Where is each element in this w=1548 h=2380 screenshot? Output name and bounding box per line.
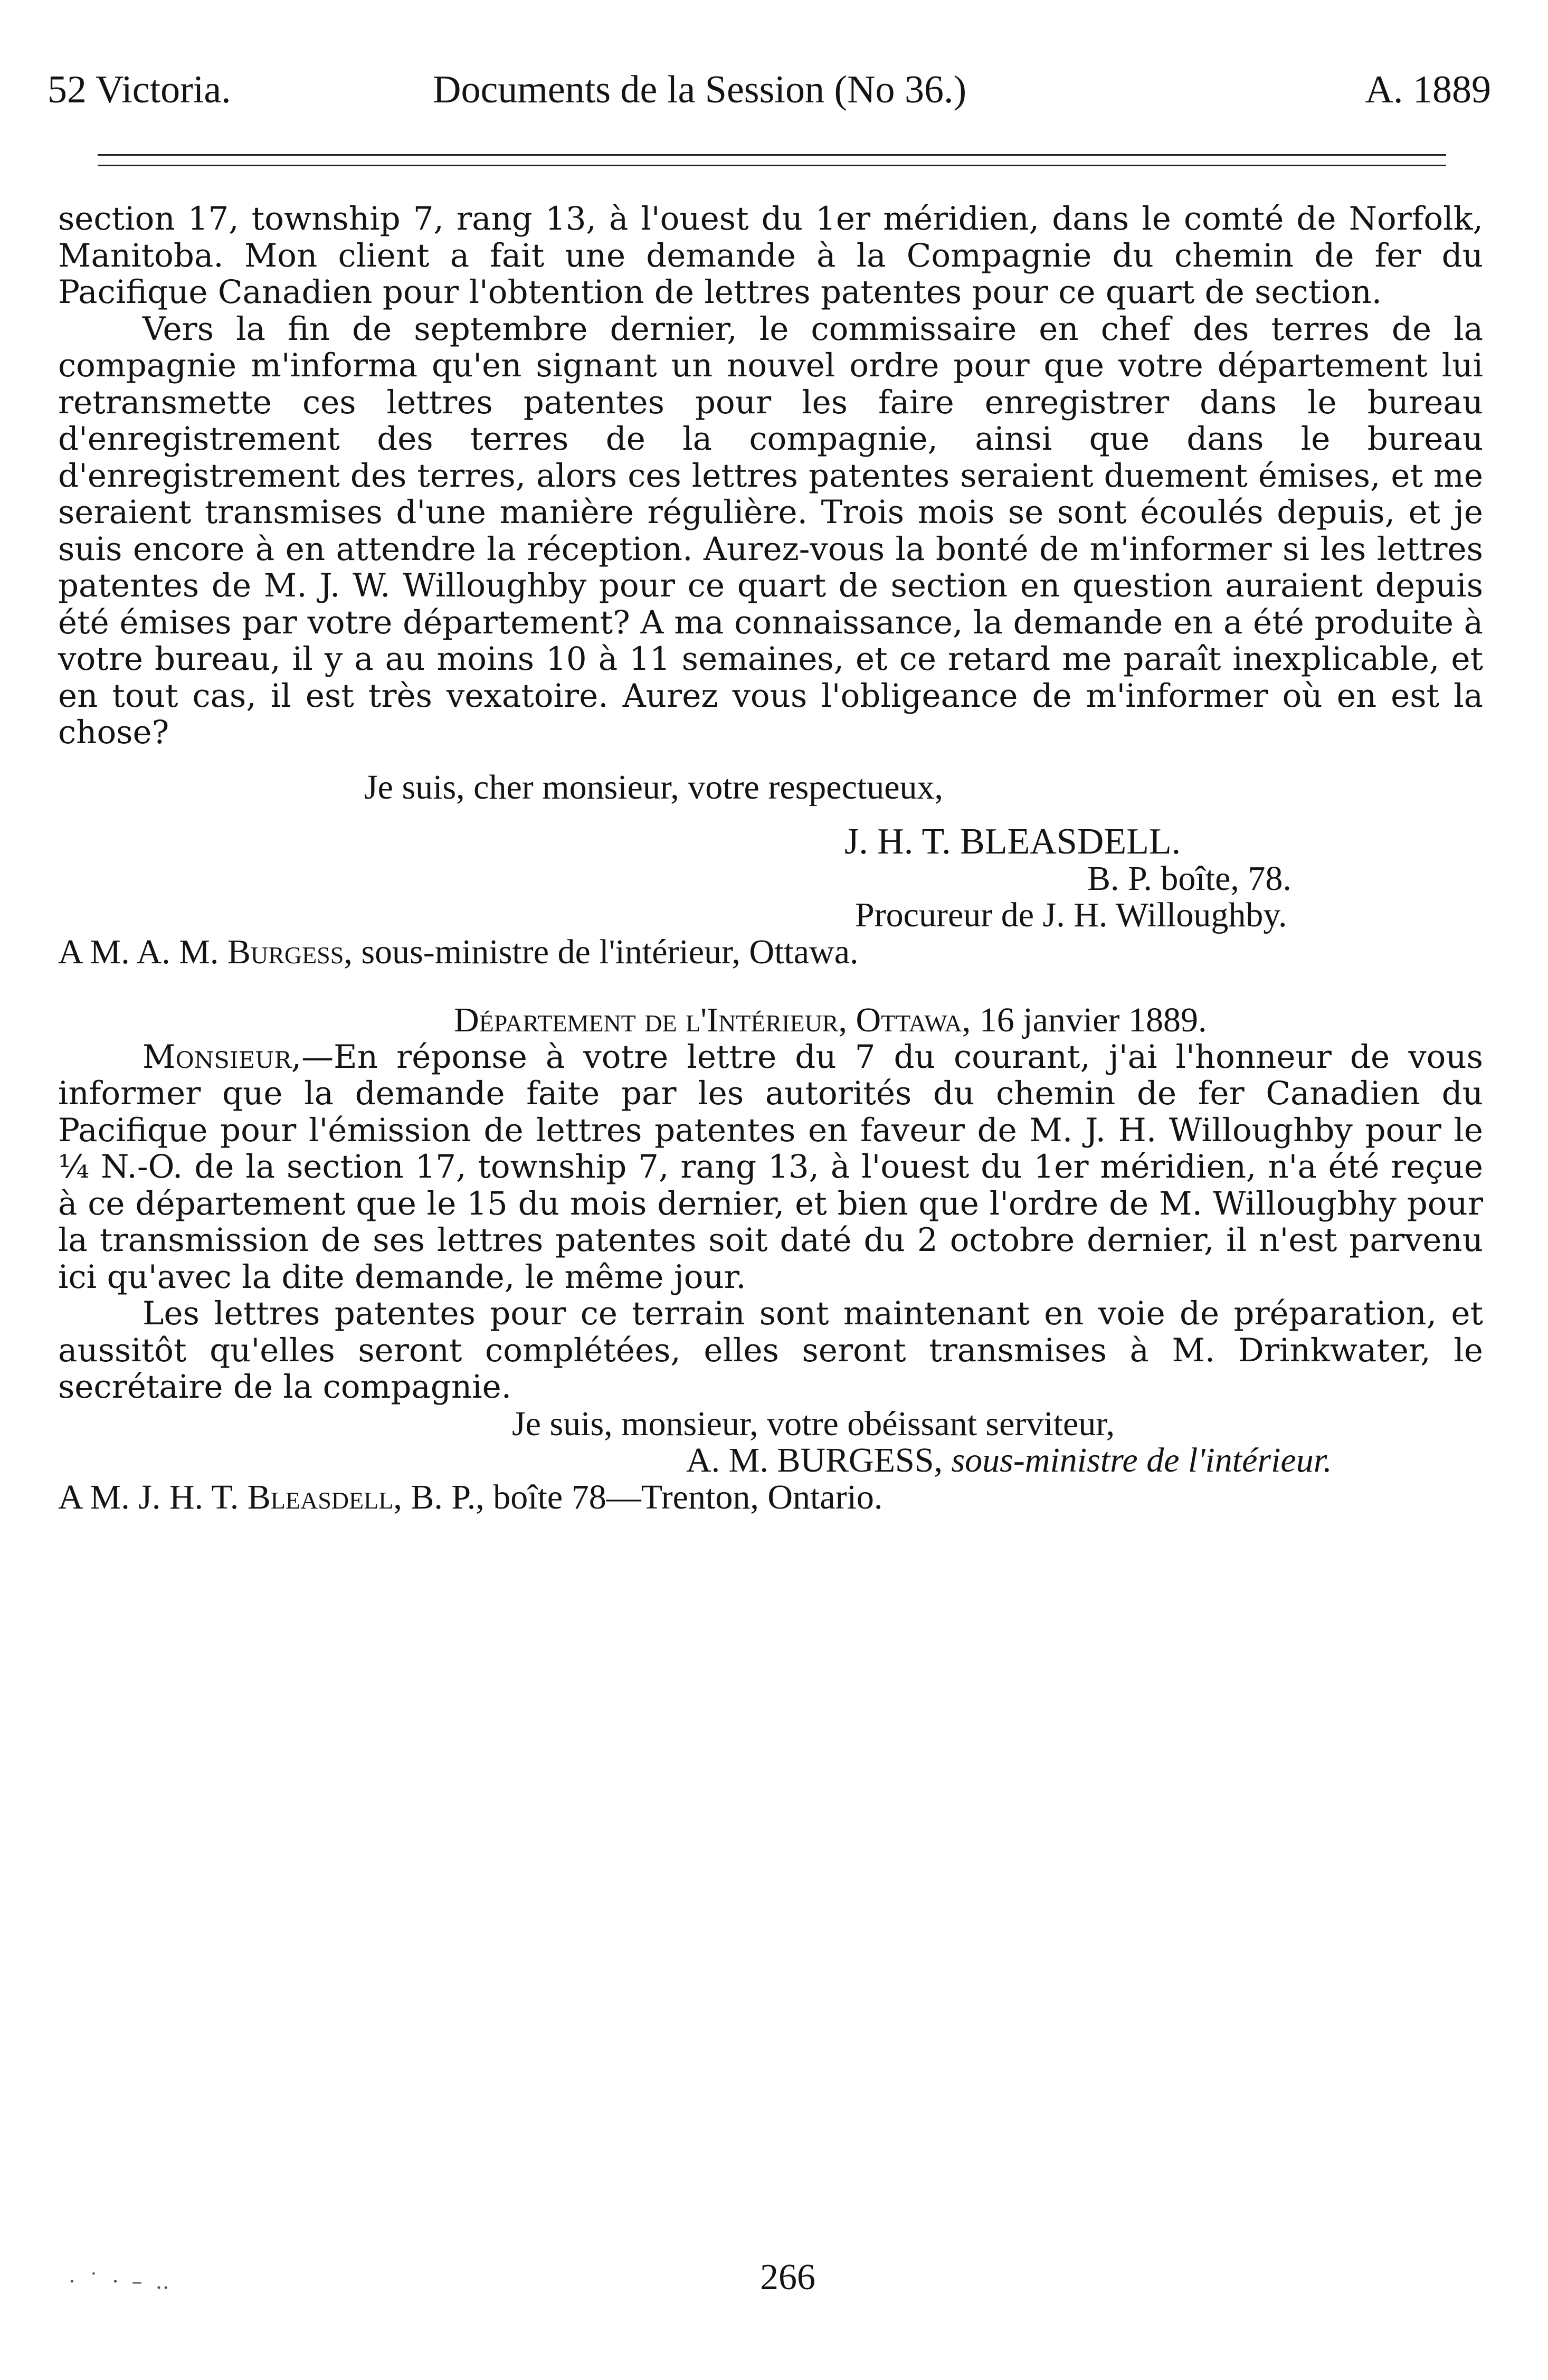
salutation: Monsieur [143,1038,291,1076]
dateline-date: , 16 janvier 1889. [962,1001,1207,1039]
letter1-signature: J. H. T. BLEASDELL. [844,821,1181,862]
addressee-suffix: , sous-ministre de l'intérieur, Ottawa. [344,932,859,971]
letter1-paragraph-1: section 17, township 7, rang 13, à l'ouest du 1er méridien, dans le comté de Norfolk, Manitoba. Mon client a fait une demande à la Compagnie du chemin de fer du Pacifique Canadien pour l'obtention de lettres patentes pour ce quart de section. [58,200,1483,311]
header-rule-bottom [98,165,1446,166]
addressee-prefix: A M. A. M. [58,932,227,971]
letter2-paragraph-1-text: ,—En réponse à votre lettre du 7 du courant, j'ai l'honneur de vous informer que la demande faite par les autorités du chemin de fer Canadien du Pacifique pour l'émission de lettres patentes en faveur de M. J. H. Willoughby pour le ¼ N.-O. de la section 17, township 7, rang 13, à l'ouest du 1er méridien, n'a été reçue à ce département que le 15 du mois dernier, et bien que l'ordre de M. Willougbhy pour la transmission de ses lettres patentes soit daté du 2 octobre dernier, il n'est parvenu ici qu'avec la dite demande, le même jour. [58,1038,1483,1296]
letter2-paragraph-2: Les lettres patentes pour ce terrain sont maintenant en voie de préparation, et aussitôt qu'elles seront complétées, elles seront transmises à M. Drinkwater, le secrétaire de la compagnie. [58,1295,1483,1406]
signature-name: A. M. BURGESS, [686,1441,952,1480]
letter1-box-number: B. P. boîte, 78. [1087,859,1291,898]
letter2-closing: Je suis, monsieur, votre obéissant serviteur, [512,1404,1115,1443]
page-number: 266 [760,2257,815,2298]
signature-title: sous-ministre de l'intérieur. [951,1441,1332,1480]
document-body [58,201,1483,1515]
addressee-name: Burgess [227,932,344,971]
letter1-paragraph-2: Vers la fin de septembre dernier, le commissaire en chef des terres de la compagnie m'informa qu'en signant un nouvel ordre pour que votre département lui retransmette ces lettres patentes pour les faire enregistrer dans le bureau d'enregistrement des terres de la compagnie, ainsi que dans le bureau d'enregistrement des terres, alors ces lettres patentes seraient duement émises, et me seraient transmises d'une manière régulière. Trois mois se sont écoulés depuis, et je suis encore à en attendre la réception. Aurez-vous la bonté de m'informer si les lettres patentes de M. J. W. Willoughby pour ce quart de section en question auraient depuis été émises par votre département? A ma connaissance, la demande en a été produite à votre bureau, il y a au moins 10 à 11 semaines, et ce retard me paraît inexplicable, et en tout cas, il est très vexatoire. Aurez vous l'obligeance de m'informer où en est la chose? [58,310,1483,751]
letter1-role: Procureur de J. H. Willoughby. [855,896,1287,934]
letter2-addressee [58,1479,1483,1516]
addressee-suffix: , B. P., boîte 78—Trenton, Ontario. [393,1477,883,1516]
letter1-closing: Je suis, cher monsieur, votre respectueux, [364,767,944,807]
header-rule-top [98,154,1446,156]
dateline-city: Ottawa [856,1001,962,1039]
letter2-signature [686,1442,1483,1479]
letter1-addressee [58,934,1483,971]
header-year: A. 1889 [1365,68,1491,111]
addressee-name: Bleasdell [247,1477,394,1516]
header-volume: 52 Victoria. [48,68,231,111]
dateline-department: Département de l'Intérieur [454,1001,839,1039]
letter2-paragraph-1 [58,1039,1483,1296]
header-title: Documents de la Session (No 36.) [433,68,967,111]
addressee-prefix: A M. J. H. T. [58,1477,248,1516]
letter2-dateline: Département de l'Intérieur, Ottawa, 16 janvier 1889. [454,1001,1207,1039]
running-head [48,68,1491,120]
scan-specks: · ˙ · – ‥ [69,2270,173,2294]
